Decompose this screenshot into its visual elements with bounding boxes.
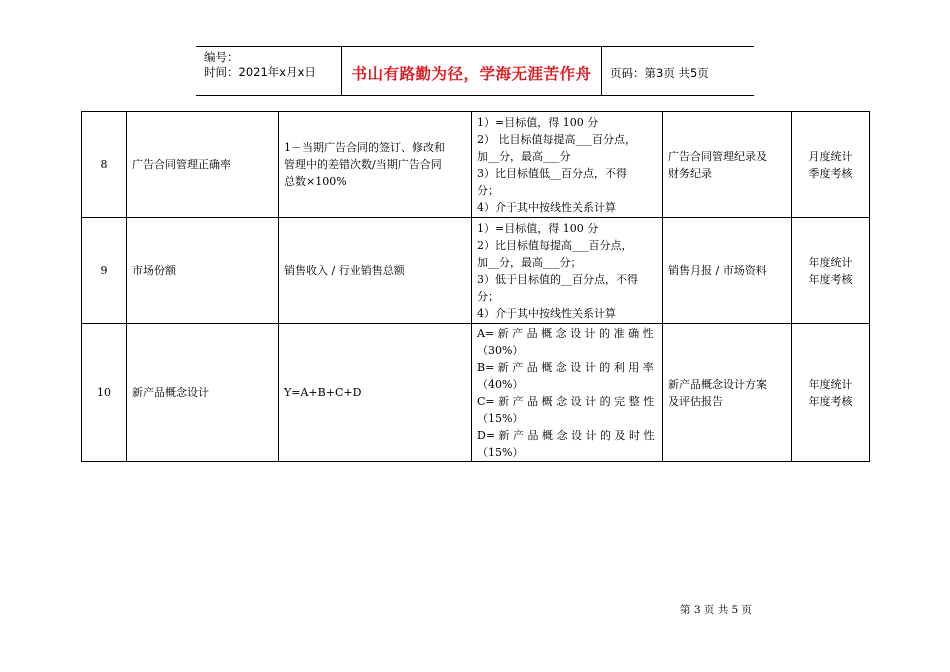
formula-line: 销售收入 / 行业销售总额 [284,264,405,277]
header-motto: 书山有路勤为径，学海无涯苦作舟 [351,65,592,83]
scoring-line: 分； [477,289,499,303]
formula-line: Y=A+B+C+D [284,386,362,399]
table-row [82,218,870,324]
scoring-line: 3）低于目标值的__百分点，不得 [477,272,638,286]
cycle-line: 月度统计 [808,149,853,163]
source-line: 新产品概念设计方案 [668,377,767,391]
scoring-line: 4）介于其中按线性关系计算 [477,306,616,320]
indicator-formula [279,324,472,462]
scoring-rule [472,112,663,218]
data-source [663,218,792,324]
document-code-label: 编号： [204,50,239,64]
assessment-cycle [792,218,870,324]
scoring-line: 1）=目标值，得 100 分 [477,115,599,129]
source-line: 财务纪录 [668,166,712,180]
header-page-number: 页码：第3页 共5页 [610,66,709,80]
cycle-line: 年度考核 [808,394,853,408]
document-date: 时间：2021年x月x日 [204,65,316,79]
cycle-line: 年度统计 [808,377,853,391]
cycle-line: 年度统计 [808,255,853,269]
row-number: 8 [82,112,127,218]
table-row [82,112,870,218]
scoring-line: 2） 比目标值每提高___百分点， [477,132,636,146]
scoring-line: 1）=目标值，得 100 分 [477,221,599,235]
indicator-formula [279,218,472,324]
kpi-table [81,111,870,462]
page-footer: 第 3 页 共 5 页 [680,604,753,616]
row-number: 10 [82,324,127,462]
page-header [196,46,754,96]
indicator-name: 广告合同管理正确率 [127,112,279,218]
data-source [663,112,792,218]
formula-line: 管理中的差错次数/当期广告合同 [284,158,442,171]
source-line: 销售月报 / 市场资料 [668,264,767,277]
scoring-line: 加__分，最高___分； [477,255,582,269]
header-divider [601,47,602,95]
assessment-cycle [792,324,870,462]
scoring-rule [472,218,663,324]
source-line: 及评估报告 [668,394,723,408]
scoring-line: （40%） [477,377,524,391]
scoring-line: （15%） [477,411,524,425]
scoring-line: （15%） [477,445,524,459]
scoring-line: D= 新 产 品 概 念 设 计 的 及 时 性 [477,428,655,442]
row-number: 9 [82,218,127,324]
indicator-formula [279,112,472,218]
scoring-rule [472,324,663,462]
scoring-line: 3）比目标值低__百分点，不得 [477,166,627,180]
scoring-line: A= 新 产 品 概 念 设 计 的 准 确 性 [477,326,654,340]
assessment-cycle [792,112,870,218]
indicator-name: 新产品概念设计 [127,324,279,462]
scoring-line: 分； [477,183,499,197]
header-meta [204,50,339,80]
scoring-line: 加__分，最高___分 [477,149,571,163]
indicator-name: 市场份额 [127,218,279,324]
table-row [82,324,870,462]
scoring-line: 4）介于其中按线性关系计算 [477,200,616,214]
formula-line: 总数×100% [284,175,347,188]
source-line: 广告合同管理纪录及 [668,149,767,163]
data-source [663,324,792,462]
cycle-line: 年度考核 [808,272,853,286]
scoring-line: B= 新 产 品 概 念 设 计 的 利 用 率 [477,360,654,374]
scoring-line: （30%） [477,343,524,357]
formula-line: 1－当期广告合同的签订、修改和 [284,141,445,154]
scoring-line: 2）比目标值每提高___百分点， [477,238,633,252]
cycle-line: 季度考核 [808,166,853,180]
scoring-line: C= 新 产 品 概 念 设 计 的 完 整 性 [477,394,655,408]
